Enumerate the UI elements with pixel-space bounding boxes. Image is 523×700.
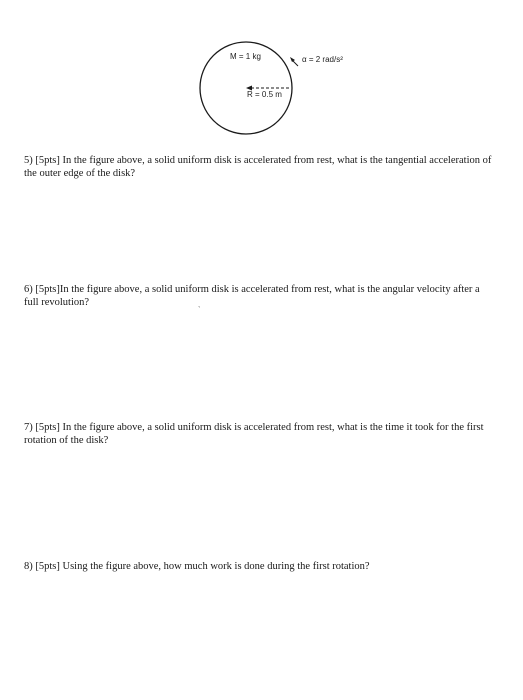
question-5: 5) [5pts] In the figure above, a solid uniform disk is accelerated from rest, what is the tangential acceleration of the outer edge of the disk? <box>24 155 492 179</box>
question-7: 7) [5pts] In the figure above, a solid uniform disk is accelerated from rest, what is the time it took for the first rotation of the disk? <box>24 422 484 446</box>
mass-label: M = 1 kg <box>230 52 261 61</box>
disk-figure <box>0 0 523 150</box>
question-6: 6) [5pts]In the figure above, a solid uniform disk is accelerated from rest, what is the angular velocity after a full revolution? <box>24 284 480 308</box>
question-8: 8) [5pts] Using the figure above, how much work is done during the first rotation? <box>24 561 370 572</box>
radius-label: R = 0.5 m <box>247 90 282 99</box>
angular-acceleration-label: α = 2 rad/s² <box>302 55 343 64</box>
disk-diagram <box>0 0 523 150</box>
stray-mark: ˎ <box>198 299 201 308</box>
alpha-arrowhead <box>290 57 295 62</box>
